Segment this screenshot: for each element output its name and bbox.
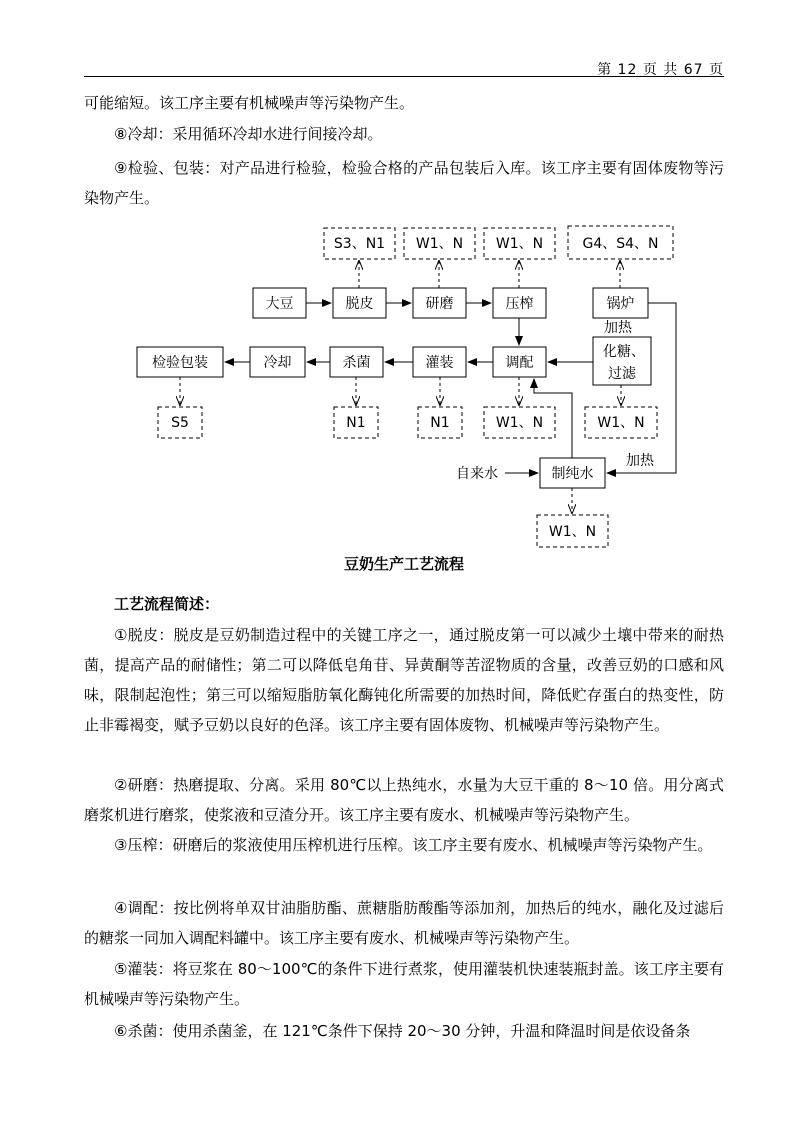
node-yazha: 压榨 <box>505 296 534 312</box>
section-title: 工艺流程简述： <box>114 595 220 613</box>
node-lengque: 冷却 <box>263 355 292 371</box>
paragraph-step-4: ④调配：按比例将单双甘油脂肪酯、蔗糖脂肪酸酯等添加剂，加热后的纯水，融化及过滤后的糖浆一同加入调配料罐中。该工序主要有废水、机械噪声等污染物产生。 <box>84 899 724 947</box>
node-tiaopei: 调配 <box>505 355 534 371</box>
emission-yanmo: W1、N <box>415 236 464 252</box>
label-jiare-purewater: 加热 <box>626 453 654 469</box>
emission-huatang: W1、N <box>597 415 645 431</box>
paragraph-step-1: ①脱皮：脱皮是豆奶制造过程中的关键工序之一，通过脱皮第一可以减少土壤中带来的耐热菌，提高产品的耐储性；第二可以降低皂角苷、异黄酮等苦涩物质的含量，改善豆奶的口感和风味，限制起泡性；第三可以缩短脂肪氧化酶钝化所需要的加热时间，降低贮存蛋白的热变性，防止非霉褐变，赋予豆奶以良好的色泽。该工序主要有固体废物、机械噪声等污染物产生。 <box>84 626 724 734</box>
node-yanmo: 研磨 <box>425 296 454 312</box>
paragraph-cooling: ⑧冷却：采用循环冷却水进行间接冷却。 <box>114 125 383 143</box>
node-dadou: 大豆 <box>265 296 294 312</box>
emission-tiaopei: W1、N <box>495 415 544 431</box>
emission-tuopi: S3、N1 <box>333 236 386 252</box>
node-huatang-line1: 化糖、 <box>603 344 645 360</box>
emission-shajun: N1 <box>346 415 366 431</box>
node-shajun: 杀菌 <box>342 355 371 371</box>
flowchart-caption: 豆奶生产工艺流程 <box>343 555 464 573</box>
paragraph-step-6: ⑥杀菌：使用杀菌釜，在 121℃条件下保持 20～30 分钟，升温和降温时间是依设备条 <box>114 1022 691 1040</box>
paragraph-step-3: ③压榨：研磨后的浆液使用压榨机进行压榨。该工序主要有废水、机械噪声等污染物产生。 <box>114 836 713 854</box>
label-jiare-guolu: 加热 <box>604 320 632 336</box>
page-number-header: 第 12 页 共 67 页 <box>597 62 724 78</box>
emission-guanzhuang: N1 <box>430 415 450 431</box>
node-zhichunshui: 制纯水 <box>551 466 594 482</box>
paragraph-step-2: ②研磨：热磨提取、分离。采用 80℃以上热纯水，水量为大豆干重的 8～10 倍。用分离式磨浆机进行磨浆，使浆液和豆渣分开。该工序主要有废水、机械噪声等污染物产生。 <box>84 776 724 824</box>
node-guolu: 锅炉 <box>606 296 635 312</box>
emission-guolu: G4、S4、N <box>582 236 659 252</box>
process-flowchart <box>0 0 794 560</box>
paragraph-step-5: ⑤灌装：将豆浆在 80～100℃的条件下进行煮浆，使用灌装机快速装瓶封盖。该工序主要有机械噪声等污染物产生。 <box>84 960 724 1008</box>
paragraph-continuation: 可能缩短。该工序主要有机械噪声等污染物产生。 <box>84 94 415 112</box>
node-jianyan: 检验包装 <box>152 355 208 371</box>
label-tap-water: 自来水 <box>456 466 498 482</box>
node-huatang-line2: 过滤 <box>608 366 636 382</box>
emission-yazha: W1、N <box>495 236 544 252</box>
emission-zhichunshui: W1、N <box>548 524 597 540</box>
node-guanzhuang: 灌装 <box>425 355 454 371</box>
node-tuopi: 脱皮 <box>345 296 374 312</box>
paragraph-inspection: ⑨检验、包装：对产品进行检验，检验合格的产品包装后入库。该工序主要有固体废物等污染物产生。 <box>84 159 724 207</box>
emission-jianyan: S5 <box>171 415 189 431</box>
